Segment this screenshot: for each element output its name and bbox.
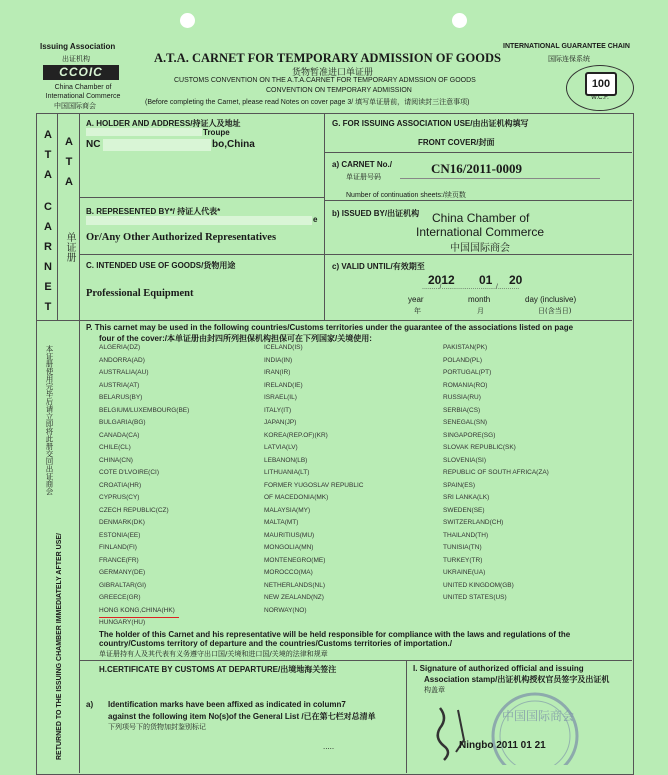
country-item: GIBRALTAR(GI) <box>99 581 147 589</box>
signature-scribble <box>438 708 448 760</box>
holder-responsibility-line2: country/Customs territory of departure and the countries/Customs territories of importation./ <box>99 639 452 648</box>
represented-by-value: Or/Any Other Authorized Representatives <box>86 232 277 243</box>
hk-underline <box>99 617 179 618</box>
country-item: CHINA(CN) <box>99 456 133 464</box>
punch-hole <box>452 13 467 28</box>
day-label: day (inclusive) <box>525 295 577 304</box>
wcf-logo <box>566 65 634 111</box>
subtitle-convention: CUSTOMS CONVENTION ON THE A.T.A.CARNET FOR TEMPORARY ADMSSION OF GOODS <box>174 77 476 84</box>
country-item: BELARUS(BY) <box>99 394 143 401</box>
country-item: LATVIA(LV) <box>264 444 298 451</box>
continuation-sheets-label: Number of continuation sheets:/续页数 <box>346 192 466 199</box>
identification-marks-cn: 下列项号下的货物加封鉴别标记 <box>108 723 206 731</box>
intended-use-label: C. INTENDED USE OF GOODS/货物用途 <box>86 261 236 270</box>
date-dots: ........./............................/........... <box>422 284 520 291</box>
identification-marks-line2: against the following item No(s)of the General List /已在第七栏对总清单 <box>108 712 376 721</box>
country-item: LEBANON(LB) <box>264 456 308 464</box>
country-item: FORMER YUGOSLAV REPUBLIC <box>264 481 364 489</box>
country-item: CHILE(CL) <box>99 444 131 451</box>
country-item: MALTA(MT) <box>264 519 299 526</box>
country-item: MAURITIUS(MU) <box>264 531 315 539</box>
country-item: SLOVAK REPUBLIC(SK) <box>443 444 516 451</box>
country-item: IRELAND(IE) <box>264 381 303 389</box>
valid-until-label: c) VALID UNTIL/有效期至 <box>332 262 425 271</box>
country-item: FRANCE(FR) <box>99 556 139 564</box>
identification-marks-line1: Identification marks have been affixed as indicated in column7 <box>108 700 346 709</box>
guarantee-chain-label: INTERNATIONAL GUARANTEE CHAIN <box>503 43 630 50</box>
country-item: SPAIN(ES) <box>443 481 476 489</box>
front-cover-label: FRONT COVER/封面 <box>418 138 495 147</box>
customs-departure-label: H.CERTIFICATE BY CUSTOMS AT DEPARTURE/出境地海关签注 <box>99 665 337 674</box>
month-label-cn: 月 <box>477 307 484 315</box>
countries-intro-line1: P. This carnet may be used in the following countries/Customs territories under the guarantee of the associations listed on page <box>86 323 574 332</box>
country-item: UKRAINE(UA) <box>443 569 486 576</box>
carnet-cn-label: 单证册 <box>64 232 75 262</box>
country-item: PAKISTAN(PK) <box>443 344 488 351</box>
country-item: ISRAEL(IL) <box>264 394 297 401</box>
country-item: SWEDEN(SE) <box>443 506 485 514</box>
holder-line1: Troupe <box>203 128 230 137</box>
item-a-label: a) <box>86 700 94 709</box>
country-item: MOROCCO(MA) <box>264 569 313 576</box>
country-item: ANDORRA(AD) <box>99 356 145 364</box>
country-item: FINLAND(FI) <box>99 544 137 551</box>
country-item: NETHERLANDS(NL) <box>264 581 326 589</box>
country-item: CZECH REPUBLIC(CZ) <box>99 506 169 514</box>
day-label-cn: 日(含当日) <box>538 307 572 315</box>
redaction <box>103 139 211 151</box>
country-item: MONTENEGRO(ME) <box>264 556 326 564</box>
return-notice-en: RETURNED TO THE ISSUING CHAMBER IMMEDIATELY AFTER USE/ <box>56 533 63 760</box>
country-item: ESTONIA(EE) <box>99 531 141 539</box>
signature-label-line3: 构盖章 <box>424 686 445 694</box>
country-item: CANADA(CA) <box>99 431 140 439</box>
redaction <box>86 128 202 136</box>
notice-text: (Before completing the Carnet, please read Notes on cover page 3/ 填写单证册前，请阅读封三注意事项) <box>145 99 470 106</box>
intended-use-value: Professional Equipment <box>86 288 194 299</box>
country-item: ITALY(IT) <box>264 406 292 414</box>
stamp-text: 中国国际商会 <box>502 709 575 723</box>
valid-month: 01 <box>479 273 493 287</box>
country-item: PORTUGAL(PT) <box>443 369 492 376</box>
country-item: CYPRUS(CY) <box>99 494 140 501</box>
country-item: UNITED KINGDOM(GB) <box>443 581 514 589</box>
country-item: CROATIA(HR) <box>99 481 142 489</box>
chamber-name-cn: 中国国际商会 <box>54 102 96 110</box>
holder-line2-suffix: bo,China <box>212 139 255 150</box>
ata-inner-letters: A T A <box>65 136 73 188</box>
country-item: TUNISIA(TN) <box>443 544 482 551</box>
country-item: SERBIA(CS) <box>443 406 481 414</box>
country-item: BULGARIA(BG) <box>99 419 146 426</box>
country-item: COTE D'LVOIRE(CI) <box>99 469 159 476</box>
issued-by-line2: International Commerce <box>416 225 545 239</box>
valid-day: 20 <box>509 273 523 287</box>
country-item: TURKEY(TR) <box>443 556 483 564</box>
issued-by-cn: 中国国际商会 <box>450 243 510 254</box>
issuing-association-label: Issuing Association <box>40 42 116 51</box>
issuing-association-label-cn: 出证机构 <box>62 55 90 63</box>
official-stamp <box>430 688 630 765</box>
country-item: MALAYSIA(MY) <box>264 506 311 514</box>
country-item: IRAN(IR) <box>264 369 291 376</box>
country-item: NORWAY(NO) <box>264 606 307 614</box>
redaction <box>86 216 312 225</box>
return-notice-cn: 本证册使用完毕后请立即将此册交回出证商会 <box>45 345 54 495</box>
wcf-label: W.C.F. <box>591 95 609 101</box>
country-item: ALGERIA(DZ) <box>99 344 141 351</box>
carnet-number-label-cn: 单证册号码 <box>346 173 381 181</box>
country-item: LITHUANIA(LT) <box>264 469 310 476</box>
country-item: GERMANY(DE) <box>99 569 146 576</box>
country-item: JAPAN(JP) <box>264 419 297 426</box>
issuing-use-label: G. FOR ISSUING ASSOCIATION USE/由出证机构填写 <box>332 119 529 128</box>
holder-responsibility-cn: 单证册持有人及其代表有义务遵守出口国/关境和进口国/关境的法律和规章 <box>99 650 328 658</box>
chamber-name: China Chamber of International Commerce <box>45 84 121 100</box>
ata-carnet-letters: A T A C A R N E T <box>44 129 52 313</box>
country-item: HUNGARY(HU) <box>99 619 146 626</box>
country-item: HONG KONG,CHINA(HK) <box>99 606 175 614</box>
country-item: SWITZERLAND(CH) <box>443 519 504 526</box>
country-item: REPUBLIC OF SOUTH AFRICA(ZA) <box>443 469 549 476</box>
countries-intro-line2: four of the cover:/本单证册由封四所列担保机构担保可在下列国家/关境使用: <box>99 334 372 343</box>
country-item: DENMARK(DK) <box>99 519 145 526</box>
issued-by-line1: China Chamber of <box>432 211 530 225</box>
country-item: MONGOLIA(MN) <box>264 544 314 551</box>
country-item: UNITED STATES(US) <box>443 594 507 601</box>
carnet-number-label: a) CARNET No./ <box>332 160 392 169</box>
country-item: NEW ZEALAND(NZ) <box>264 594 324 601</box>
country-item: INDIA(IN) <box>264 356 293 364</box>
country-item: SENEGAL(SN) <box>443 419 488 426</box>
country-item: THAILAND(TH) <box>443 531 489 539</box>
represented-by-label: B. REPRESENTED BY*/ 持证人代表* <box>86 207 221 216</box>
month-label: month <box>468 295 491 304</box>
punch-hole <box>180 13 195 28</box>
country-item: GREECE(GR) <box>99 594 141 601</box>
guarantee-chain-label-cn: 国际连保系统 <box>548 55 590 63</box>
issued-by-label: b) ISSUED BY/出证机构 <box>332 209 420 218</box>
signature-label-line2: Association stamp/出证机构授权官员签字及出证机 <box>424 675 610 684</box>
represented-by-line1: e <box>313 215 318 224</box>
country-item: RUSSIA(RU) <box>443 394 481 401</box>
carnet-title-cn: 货物暂准进口单证册 <box>292 68 374 78</box>
item-dots: ..... <box>323 742 335 751</box>
holder-responsibility-line1: The holder of this Carnet and his representative will be held responsible for compliance with the laws and regulations of the <box>99 630 571 639</box>
country-item: AUSTRIA(AT) <box>99 381 140 389</box>
country-item: BELGIUM/LUXEMBOURG(BE) <box>99 406 190 414</box>
country-item: SRI LANKA(LK) <box>443 494 490 501</box>
country-item: AUSTRALIA(AU) <box>99 369 149 376</box>
country-item: POLAND(PL) <box>443 356 483 364</box>
country-item: SINGAPORE(SG) <box>443 431 496 439</box>
place-date: Ningbo 2011 01 21 <box>459 740 546 751</box>
holder-label: A. HOLDER AND ADDRESS/持证人及地址 <box>86 119 241 128</box>
ccoic-logo: CCOIC <box>43 65 119 80</box>
signature-label: I. Signature of authorized official and issuing <box>413 664 584 673</box>
holder-line2-prefix: NC <box>86 139 101 150</box>
country-item: KOREA(REP.OF)(KR) <box>264 431 328 439</box>
country-item: OF MACEDONIA(MK) <box>264 494 329 501</box>
year-label-cn: 年 <box>414 307 421 315</box>
subtitle-temporary-admission: CONVENTION ON TEMPORARY ADMISSION <box>266 87 412 94</box>
country-item: ROMANIA(RO) <box>443 381 488 389</box>
valid-year: 2012 <box>428 273 455 287</box>
wcf-100-icon: 100 <box>585 72 617 96</box>
carnet-title: A.T.A. CARNET FOR TEMPORARY ADMISSION OF GOODS <box>154 51 501 65</box>
year-label: year <box>408 295 424 304</box>
country-item: ICELAND(IS) <box>264 344 303 351</box>
country-item: SLOVENIA(SI) <box>443 456 486 464</box>
carnet-number-value: CN16/2011-0009 <box>431 161 522 176</box>
